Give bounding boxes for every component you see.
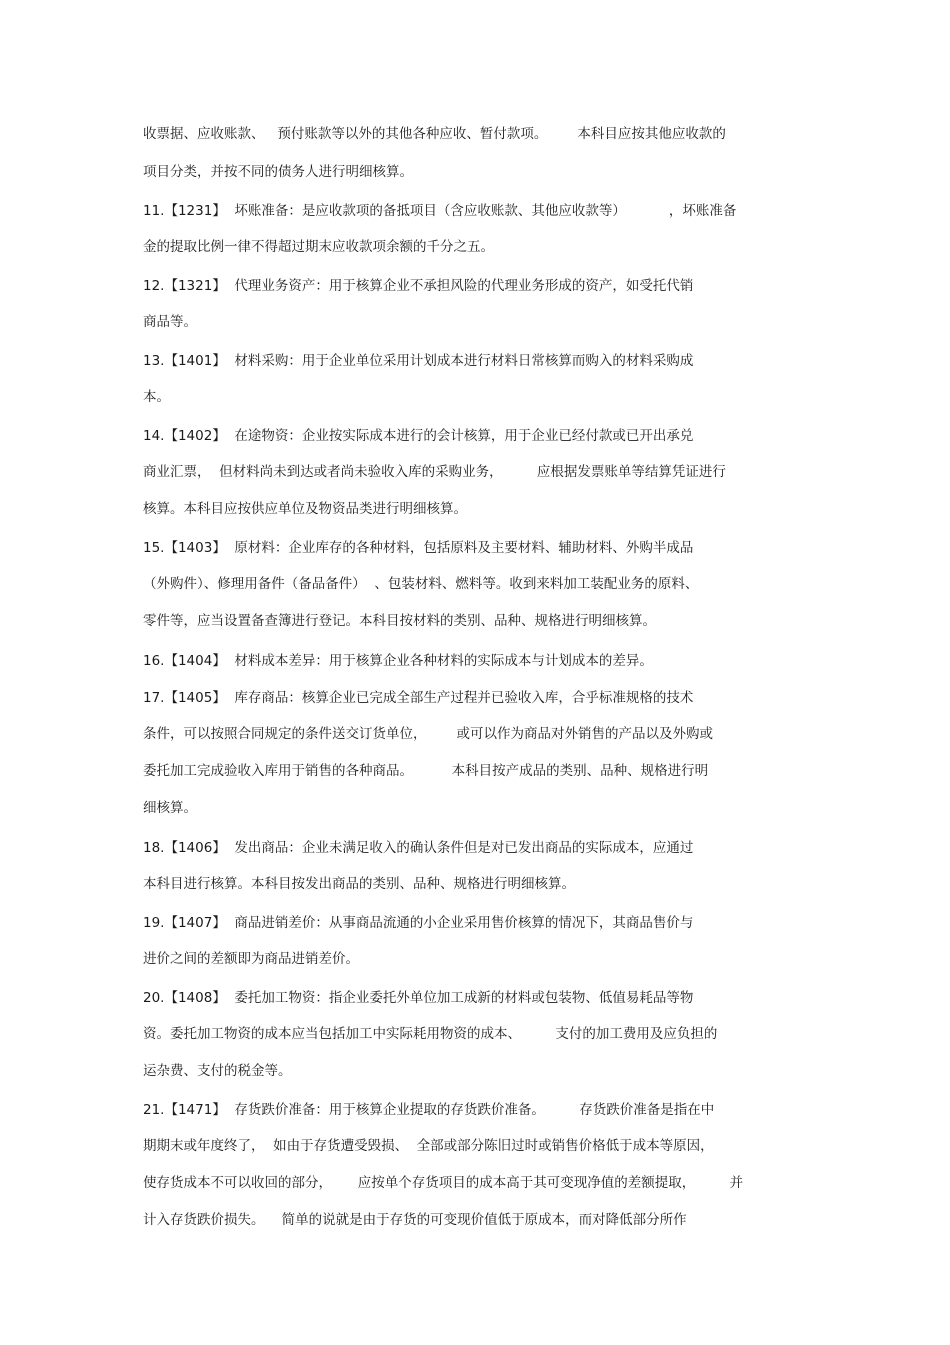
- text-line: 使存货成本不可以收回的部分， 应按单个存货项目的成本高于其可变现净值的差额提取， 并: [143, 1175, 744, 1191]
- text-line: 金的提取比例一律不得超过期末应收款项余额的千分之五。: [143, 239, 494, 255]
- text-line: 零件等，应当设置备查簿进行登记。本科目按材料的类别、品种、规格进行明细核算。: [143, 613, 656, 629]
- text-line: 商品等。: [143, 314, 197, 330]
- text-line: 条件，可以按照合同规定的条件送交订货单位， 或可以作为商品对外销售的产品以及外购或: [143, 726, 714, 742]
- text-line: （外购件）、修理用备件（备品备件） 、包装材料、燃料等。收到来料加工装配业务的原料、: [143, 576, 699, 592]
- text-line: 19.【1407】 商品进销差价：从事商品流通的小企业采用售价核算的情况下，其商品售价与: [143, 915, 694, 931]
- text-line: 项目分类，并按不同的债务人进行明细核算。: [143, 164, 413, 180]
- text-line: 收票据、应收账款、 预付账款等以外的其他各种应收、暂付款项。 本科目应按其他应收款的: [143, 126, 726, 142]
- text-line: 13.【1401】 材料采购：用于企业单位采用计划成本进行材料日常核算而购入的材料采购成: [143, 353, 694, 369]
- text-line: 21.【1471】 存货跌价准备：用于核算企业提取的存货跌价准备。 存货跌价准备是指在中: [143, 1102, 715, 1118]
- text-line: 20.【1408】 委托加工物资：指企业委托外单位加工成新的材料或包装物、低值易耗品等物: [143, 990, 694, 1006]
- text-line: 计入存货跌价损失。 简单的说就是由于存货的可变现价值低于原成本，而对降低部分所作: [143, 1212, 687, 1228]
- text-line: 商业汇票， 但材料尚未到达或者尚未验收入库的采购业务， 应根据发票账单等结算凭证进行: [143, 464, 726, 480]
- text-line: 本。: [143, 389, 170, 405]
- text-line: 资。委托加工物资的成本应当包括加工中实际耗用物资的成本、 支付的加工费用及应负担的: [143, 1026, 718, 1042]
- text-line: 16.【1404】 材料成本差异：用于核算企业各种材料的实际成本与计划成本的差异。: [143, 653, 653, 669]
- text-line: 期期末或年度终了， 如由于存货遭受毁损、 全部或部分陈旧过时或销售价格低于成本等原因，: [143, 1138, 714, 1154]
- text-line: 18.【1406】 发出商品：企业未满足收入的确认条件但是对已发出商品的实际成本，应通过: [143, 840, 694, 856]
- text-line: 17.【1405】 库存商品：核算企业已完成全部生产过程并已验收入库，合乎标准规格的技术: [143, 690, 694, 706]
- text-line: 进价之间的差额即为商品进销差价。: [143, 951, 359, 967]
- text-line: 12.【1321】 代理业务资产：用于核算企业不承担风险的代理业务形成的资产，如受托代销: [143, 278, 694, 294]
- text-line: 15.【1403】 原材料：企业库存的各种材料，包括原料及主要材料、辅助材料、外购半成品: [143, 540, 694, 556]
- text-line: 委托加工完成验收入库用于销售的各种商品。 本科目按产成品的类别、品种、规格进行明: [143, 763, 709, 779]
- text-line: 细核算。: [143, 800, 197, 816]
- text-line: 本科目进行核算。本科目按发出商品的类别、品种、规格进行明细核算。: [143, 876, 575, 892]
- text-line: 11.【1231】 坏账准备：是应收款项的备抵项目（含应收账款、其他应收款等） ，坏账准备: [143, 203, 737, 219]
- text-line: 核算。本科目应按供应单位及物资品类进行明细核算。: [143, 501, 467, 517]
- text-line: 14.【1402】 在途物资：企业按实际成本进行的会计核算，用于企业已经付款或已开出承兑: [143, 428, 694, 444]
- text-line: 运杂费、支付的税金等。: [143, 1063, 292, 1079]
